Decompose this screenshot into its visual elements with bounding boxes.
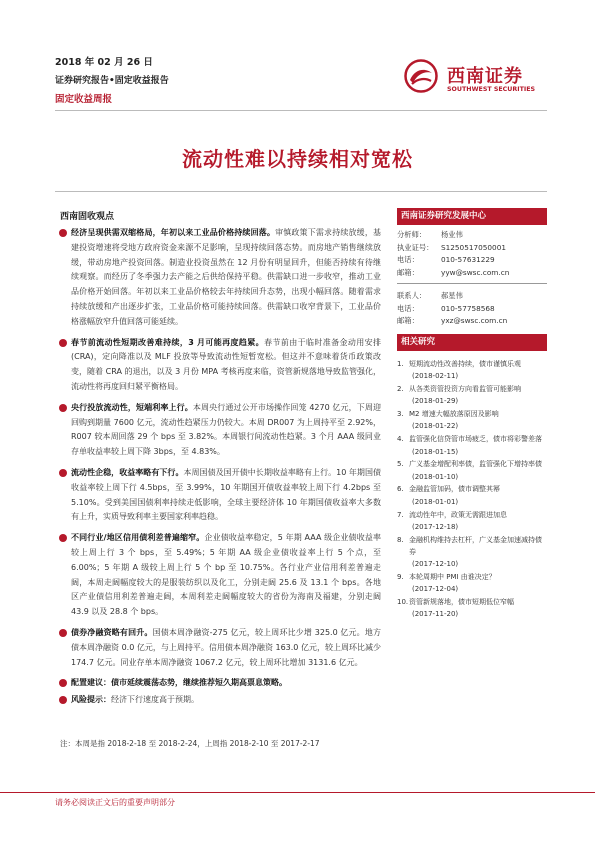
related-date: (2018-01-22) — [412, 422, 459, 431]
logo-mark-icon — [404, 59, 438, 93]
contact-email[interactable]: yxz@swsc.com.cn — [441, 316, 508, 325]
related-date: (2018-02-11) — [412, 372, 459, 381]
related-title: M2 增速大幅放落原因及影响 — [409, 410, 499, 419]
related-title: 从各类资管投资方向看监管可能影响 — [409, 385, 521, 394]
analyst-phone: 010-57631229 — [441, 255, 495, 264]
related-date: (2017-11-20) — [412, 610, 459, 619]
analyst-label: 分析师： — [397, 230, 427, 239]
related-title: 监管强化信贷管市场疲乏，债市将彩警差落 — [409, 435, 542, 444]
related-index: 5. — [397, 460, 404, 469]
report-title: 流动性难以持续相对宽松 — [182, 147, 413, 171]
related-title: 流动性年中，政策无需跟进加息 — [409, 510, 507, 519]
period-note: 注：本周是指 2018-2-18 至 2018-2-24，上周指 2018-2-10 至 2017-2-17 — [60, 739, 320, 748]
point-allocation — [55, 676, 381, 691]
related-item[interactable] — [397, 408, 547, 433]
related-index: 6. — [397, 485, 404, 494]
analyst-block — [397, 229, 547, 279]
related-date: (2018-01-29) — [412, 397, 459, 406]
related-item[interactable] — [397, 509, 547, 534]
point-lead: 春节前流动性短期改善难持续，3 月可能再度趋紧。 — [71, 337, 265, 347]
report-subtype: 固定收益周报 — [55, 94, 113, 105]
bullet-icon — [59, 229, 67, 237]
analyst-name: 杨业伟 — [441, 230, 463, 239]
point-yields — [55, 466, 381, 525]
point-body: 经济下行速度高于预期。 — [111, 695, 199, 705]
related-title: 金融机构维持去杠杆，广义基金加速减持债券 — [409, 535, 542, 556]
point-body: 国债本周净融资-275 亿元，较上周环比少增 325.0 亿元。地方债本周净融资 0.0 亿元，与上周持平。信用债本周净融资 163.0 亿元，较上周环比减少 174.7 亿元。同业存单本周净融资 1067.2 亿元，较上周环比增加 3131.6 亿元。 — [71, 627, 381, 667]
related-item[interactable] — [397, 483, 547, 508]
title-divider — [55, 191, 547, 192]
related-item[interactable] — [397, 534, 547, 571]
related-date: (2018-01-01) — [412, 497, 459, 506]
phone-label: 电话： — [397, 255, 419, 264]
point-body: 企业债收益率稳定，5 年期 AAA 级企业债收益率较上周上行 3 个 bps，至 5.49%；5 年期 AA 级企业债收益率上行 5 个点，至 6.00%；5 年期 A 级较上周上行 5 个 bp 至 10.75%。各行业产业信用利差普遍走阔，本周走阔幅度较大的是服装纺织以及化工，分别走阔 25.6 及 13.1 个 bps。各地区产业债信用利差普遍走阔，本周利差走阔幅度较大的省份为海南及福建，分别走阔 43.9 以及 28.8 个 bps。 — [71, 533, 381, 617]
section-label: 西南固收观点 — [60, 212, 115, 222]
related-research-list — [397, 358, 547, 621]
point-lead: 央行投放流动性，短端利率上行。 — [71, 402, 193, 412]
header-divider — [55, 110, 547, 111]
related-item[interactable] — [397, 571, 547, 596]
related-date: (2017-12-04) — [412, 585, 459, 594]
point-body: 审慎政策下需求持续放缓，基建投资增速将受地方政府资金来源不足影响，呈现持续回落态势。而房地产销售继续放缓，带动房地产投资回落。制造业投资虽然在 12 月份有明显回升，但能否持续有待继续观察。而经历了冬季强力去产能之后供给保持平稳。供需缺口进一步收窄，推动工业品价格开始回落。年初以来工业品价格较去年持续回升态势，出现小幅回落。随着需求持续放缓和产出逐步扩张，工业品价格可能持续回落。供需缺口收窄背景下，工业品价格涨幅放窄升值回落可能延续。 — [71, 228, 382, 326]
related-item[interactable] — [397, 383, 547, 408]
point-economy — [55, 226, 381, 330]
contact-name: 郝星伟 — [441, 291, 463, 300]
point-lead: 债券净融资略有回升。 — [71, 627, 153, 637]
logo-cn-text: 西南证券 — [447, 66, 523, 87]
report-type: 证券研究报告•固定收益报告 — [55, 76, 169, 86]
point-body: 春节前由于临时准备金动用安排(CRA)，定向降准以及 MLF 投放等导致流动性短暂宽松。但这并不意味着货币政策改变，随着 CRA 的退出，以及 3 月份 MPA 考核再度来临，资管新规落地导致监管强化，流动性将再度回归紧平衡格局。 — [71, 337, 382, 391]
bullet-icon — [59, 469, 67, 477]
logo-en-text: SOUTHWEST SECURITIES — [447, 86, 536, 93]
company-logo — [404, 57, 554, 97]
sidebar-divider — [397, 283, 547, 284]
related-title: 广义基金增配利率债，监管强化下增持率债 — [409, 460, 542, 469]
contact-phone: 010-57758568 — [441, 303, 495, 313]
license-number: S1250517050001 — [441, 242, 506, 252]
bullet-icon — [59, 404, 67, 412]
point-lead: 配置建议：债市延续震荡态势，继续推荐短久期高票息策略。 — [71, 678, 287, 688]
related-index: 2. — [397, 385, 404, 394]
point-liquidity — [55, 336, 381, 395]
point-risk — [55, 693, 381, 708]
related-date: (2017-12-18) — [412, 522, 459, 531]
main-points — [55, 226, 381, 710]
bullet-icon — [59, 696, 67, 704]
related-title: 本轮周期中 PMI 由谁决定？ — [409, 573, 496, 582]
point-lead: 不同行业/地区信用债利差普遍缩窄。 — [71, 533, 205, 543]
point-credit-spread — [55, 531, 381, 620]
contact-block — [397, 290, 547, 328]
related-title: 资管新规落地，债市短期低位窄幅 — [409, 598, 514, 607]
related-title: 短期流动性改善持续，债市谨慎乐观 — [409, 360, 521, 368]
email-label: 邮箱： — [397, 316, 419, 325]
point-body: 本周国债及国开债中长期收益率略有上行。10 年期国债收益率较上周下行 4.5bps，至 3.99%，10 年期国开债收益率较上周下行 4.2bps 至 5.10%。受到美国国债利率持续走低影响，全球主要经济体 10 年期国债收益率大多数有上升，实质导致利率主要国家利率趋稳。 — [71, 467, 381, 522]
point-lead: 流动性企稳，收益率略有下行。 — [71, 467, 184, 477]
point-central-bank — [55, 401, 381, 460]
related-index: 10. — [397, 598, 409, 607]
sidebar-center-title: 西南证券研究发展中心 — [397, 208, 547, 225]
license-label: 执业证号： — [397, 242, 434, 252]
bullet-icon — [59, 339, 67, 347]
footer-disclaimer: 请务必阅读正文后的重要声明部分 — [55, 798, 175, 807]
analyst-email[interactable]: yyw@swsc.com.cn — [441, 267, 510, 277]
related-date: (2018-01-15) — [412, 447, 459, 456]
footer-divider — [0, 792, 595, 793]
report-date: 2018 年 02 月 26 日 — [55, 57, 153, 68]
related-index: 7. — [397, 510, 404, 519]
bullet-icon — [59, 534, 67, 542]
point-lead: 经济呈现供需双缩格局，年初以来工业品价格持续回落。 — [71, 228, 276, 237]
related-index: 3. — [397, 410, 404, 419]
contact-label: 联系人： — [397, 291, 427, 300]
related-index: 4. — [397, 435, 404, 444]
related-item[interactable] — [397, 458, 547, 483]
related-item[interactable] — [397, 596, 547, 621]
related-index: 1. — [397, 360, 404, 368]
bullet-icon — [59, 679, 67, 687]
related-index: 8. — [397, 535, 404, 544]
email-label: 邮箱： — [397, 267, 419, 277]
point-financing — [55, 626, 381, 670]
related-item[interactable] — [397, 358, 547, 383]
related-date: (2017-12-10) — [412, 560, 459, 569]
related-title: 金融监管加码，债市调整其幂 — [409, 485, 500, 494]
related-index: 9. — [397, 573, 404, 582]
bullet-icon — [59, 629, 67, 637]
related-date: (2018-01-10) — [412, 472, 459, 481]
point-body: 本周央行通过公开市场操作回笼 4270 亿元，下周迎回购到期量 7600 亿元，流动性趋紧压力仍较大。本周 DR007 为上周持平至 2.92%，R007 较本周回落 29 个 bps 至 3.82%。本周银行间流动性趋紧。3 个月 AAA 级同业存单收益率较上周下降 3bps，至 4.83%。 — [71, 402, 382, 457]
point-lead: 风险提示： — [71, 695, 111, 705]
phone-label: 电话： — [397, 303, 419, 313]
related-item[interactable] — [397, 433, 547, 458]
related-research-title: 相关研究 — [397, 334, 547, 351]
